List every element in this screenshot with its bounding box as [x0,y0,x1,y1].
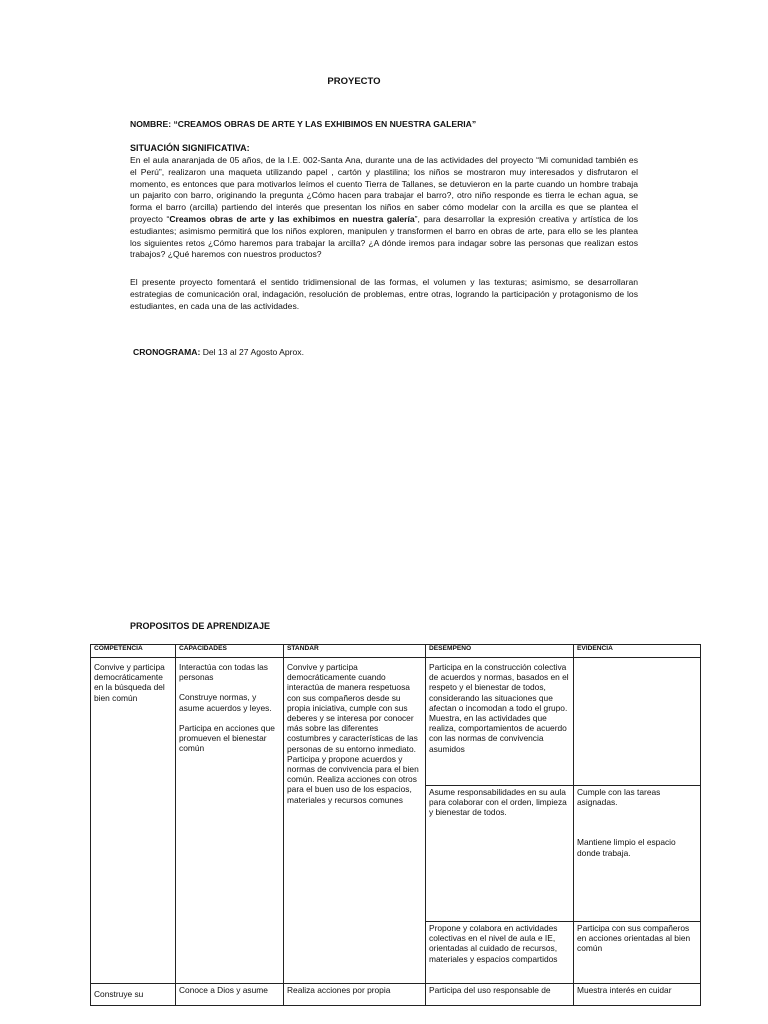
cell-competencia: Convive y participa democráticamente en la búsqueda del bien común [91,658,176,984]
situacion-text [130,155,638,261]
cronograma-value: Del 13 al 27 Agosto Aprox. [200,347,304,357]
table-header-row [91,645,701,658]
header-standar: STANDAR [284,645,426,658]
header-competencia: COMPETENCIA [91,645,176,658]
cell-evidencia [574,786,701,922]
situacion-heading: SITUACIÓN SIGNIFICATIVA: [130,143,250,153]
cell-capacidades: Conoce a Dios y asume [176,984,284,1006]
header-evidencia: EVIDENCIA [574,645,701,658]
cell-desempeno: Participa del uso responsable de [426,984,574,1006]
cell-standar: Convive y participa democráticamente cuando interactúa de manera respetuosa con sus compañeros desde su propia iniciativa, cumple con sus deberes y se interesa por conocer más sobre las diferentes costumbres y características de las personas de su entorno inmediato. Participa y propone acuerdos y normas de convivencia para el bien común. Realiza acciones con otros para el buen uso de los espacios, materiales y recursos comunes [284,658,426,984]
evidencia-item: Cumple con las tareas asignadas. [577,787,661,808]
cell-desempeno: Propone y colabora en actividades colectivas en el nivel de aula e IE, orientadas al cuidado de recursos, materiales y espacios compartidos [426,922,574,984]
table-row [91,984,701,1006]
cell-evidencia [574,658,701,786]
cell-capacidades [176,658,284,984]
capacidad-item: Interactúa con todas las personas [179,662,268,683]
cell-standar: Realiza acciones por propia [284,984,426,1006]
situacion-text-part-1: En el aula anaranjada de 05 años, de la I.E. 002-Santa Ana, durante una de las actividades del proyecto “Mi comunidad también es el Perú”, realizaron una maqueta utilizando papel , cartón y plastilina; los niños se mostraron muy interesados y disfrutaron el momento, es entonces que para motivarlos leímos el cuento Tierra de Tallanes, se detuvieron en la parte cuando un hombre trabaja un pajarito con barro, originando la pregunta ¿Cómo hacen para trabajar el barro?, otro niño responde es tierra le echan agua, se forma el barro (arcilla) partiendo del interés que presentan los niños en saber cómo modelar con la arcilla es que se plantea el proyecto “ [130,155,638,224]
cell-competencia: Construye su [91,984,176,1006]
propositos-table [90,644,701,1006]
capacidad-item: Construye normas, y asume acuerdos y leyes. [179,692,272,713]
cell-desempeno: Asume responsabilidades en su aula para colaborar con el orden, limpieza y bienestar de todos. [426,786,574,922]
cell-evidencia: Muestra interés en cuidar [574,984,701,1006]
cell-desempeno: Participa en la construcción colectiva de acuerdos y normas, basados en el respeto y el bienestar de todos, considerando las situaciones que afectan o incomodan a todo el grupo. Muestra, en las actividades que realiza, comportamientos de acuerdo con las normas de convivencia asumidos [426,658,574,786]
page-title: PROYECTO [327,76,381,87]
cell-evidencia: Participa con sus compañeros en acciones orientadas al bien común [574,922,701,984]
project-name: NOMBRE: “CREAMOS OBRAS DE ARTE Y LAS EXHIBIMOS EN NUESTRA GALERIA” [130,119,477,129]
table-row [91,658,701,786]
header-desempeno: DESEMPEÑO [426,645,574,658]
situacion-text-bold: Creamos obras de arte y las exhibimos en nuestra galería [169,213,415,224]
cronograma [133,347,641,359]
situacion-text-part-2: ”, para desarrollar la expresión creativa y artística de los estudiantes; asimismo permitirá que los niños exploren, manipulen y transformen el barro en obras de arte, para ello se les plantea los siguientes retos ¿Cómo haremos para trabajar la arcilla? ¿A dónde iremos para indagar sobre las personas que realizan estos trabajos? ¿Qué haremos con nuestros productos? [130,213,638,260]
cronograma-label: CRONOGRAMA: [133,347,201,357]
capacidad-item: Participa en acciones que promueven el bienestar común [179,722,275,754]
presente-paragraph: El presente proyecto fomentará el sentido tridimensional de las formas, el volumen y las texturas; asimismo, se desarrollaran estrategias de comunicación oral, indagación, resolución de problemas, entre otras, logrando la participación y protagonismo de los estudiantes, en cada una de las actividades. [130,277,638,311]
evidencia-item: Mantiene limpio el espacio donde trabaja. [577,837,676,858]
propositos-heading: PROPOSITOS DE APRENDIZAJE [130,621,271,631]
header-capacidades: CAPACIDADES [176,645,284,658]
